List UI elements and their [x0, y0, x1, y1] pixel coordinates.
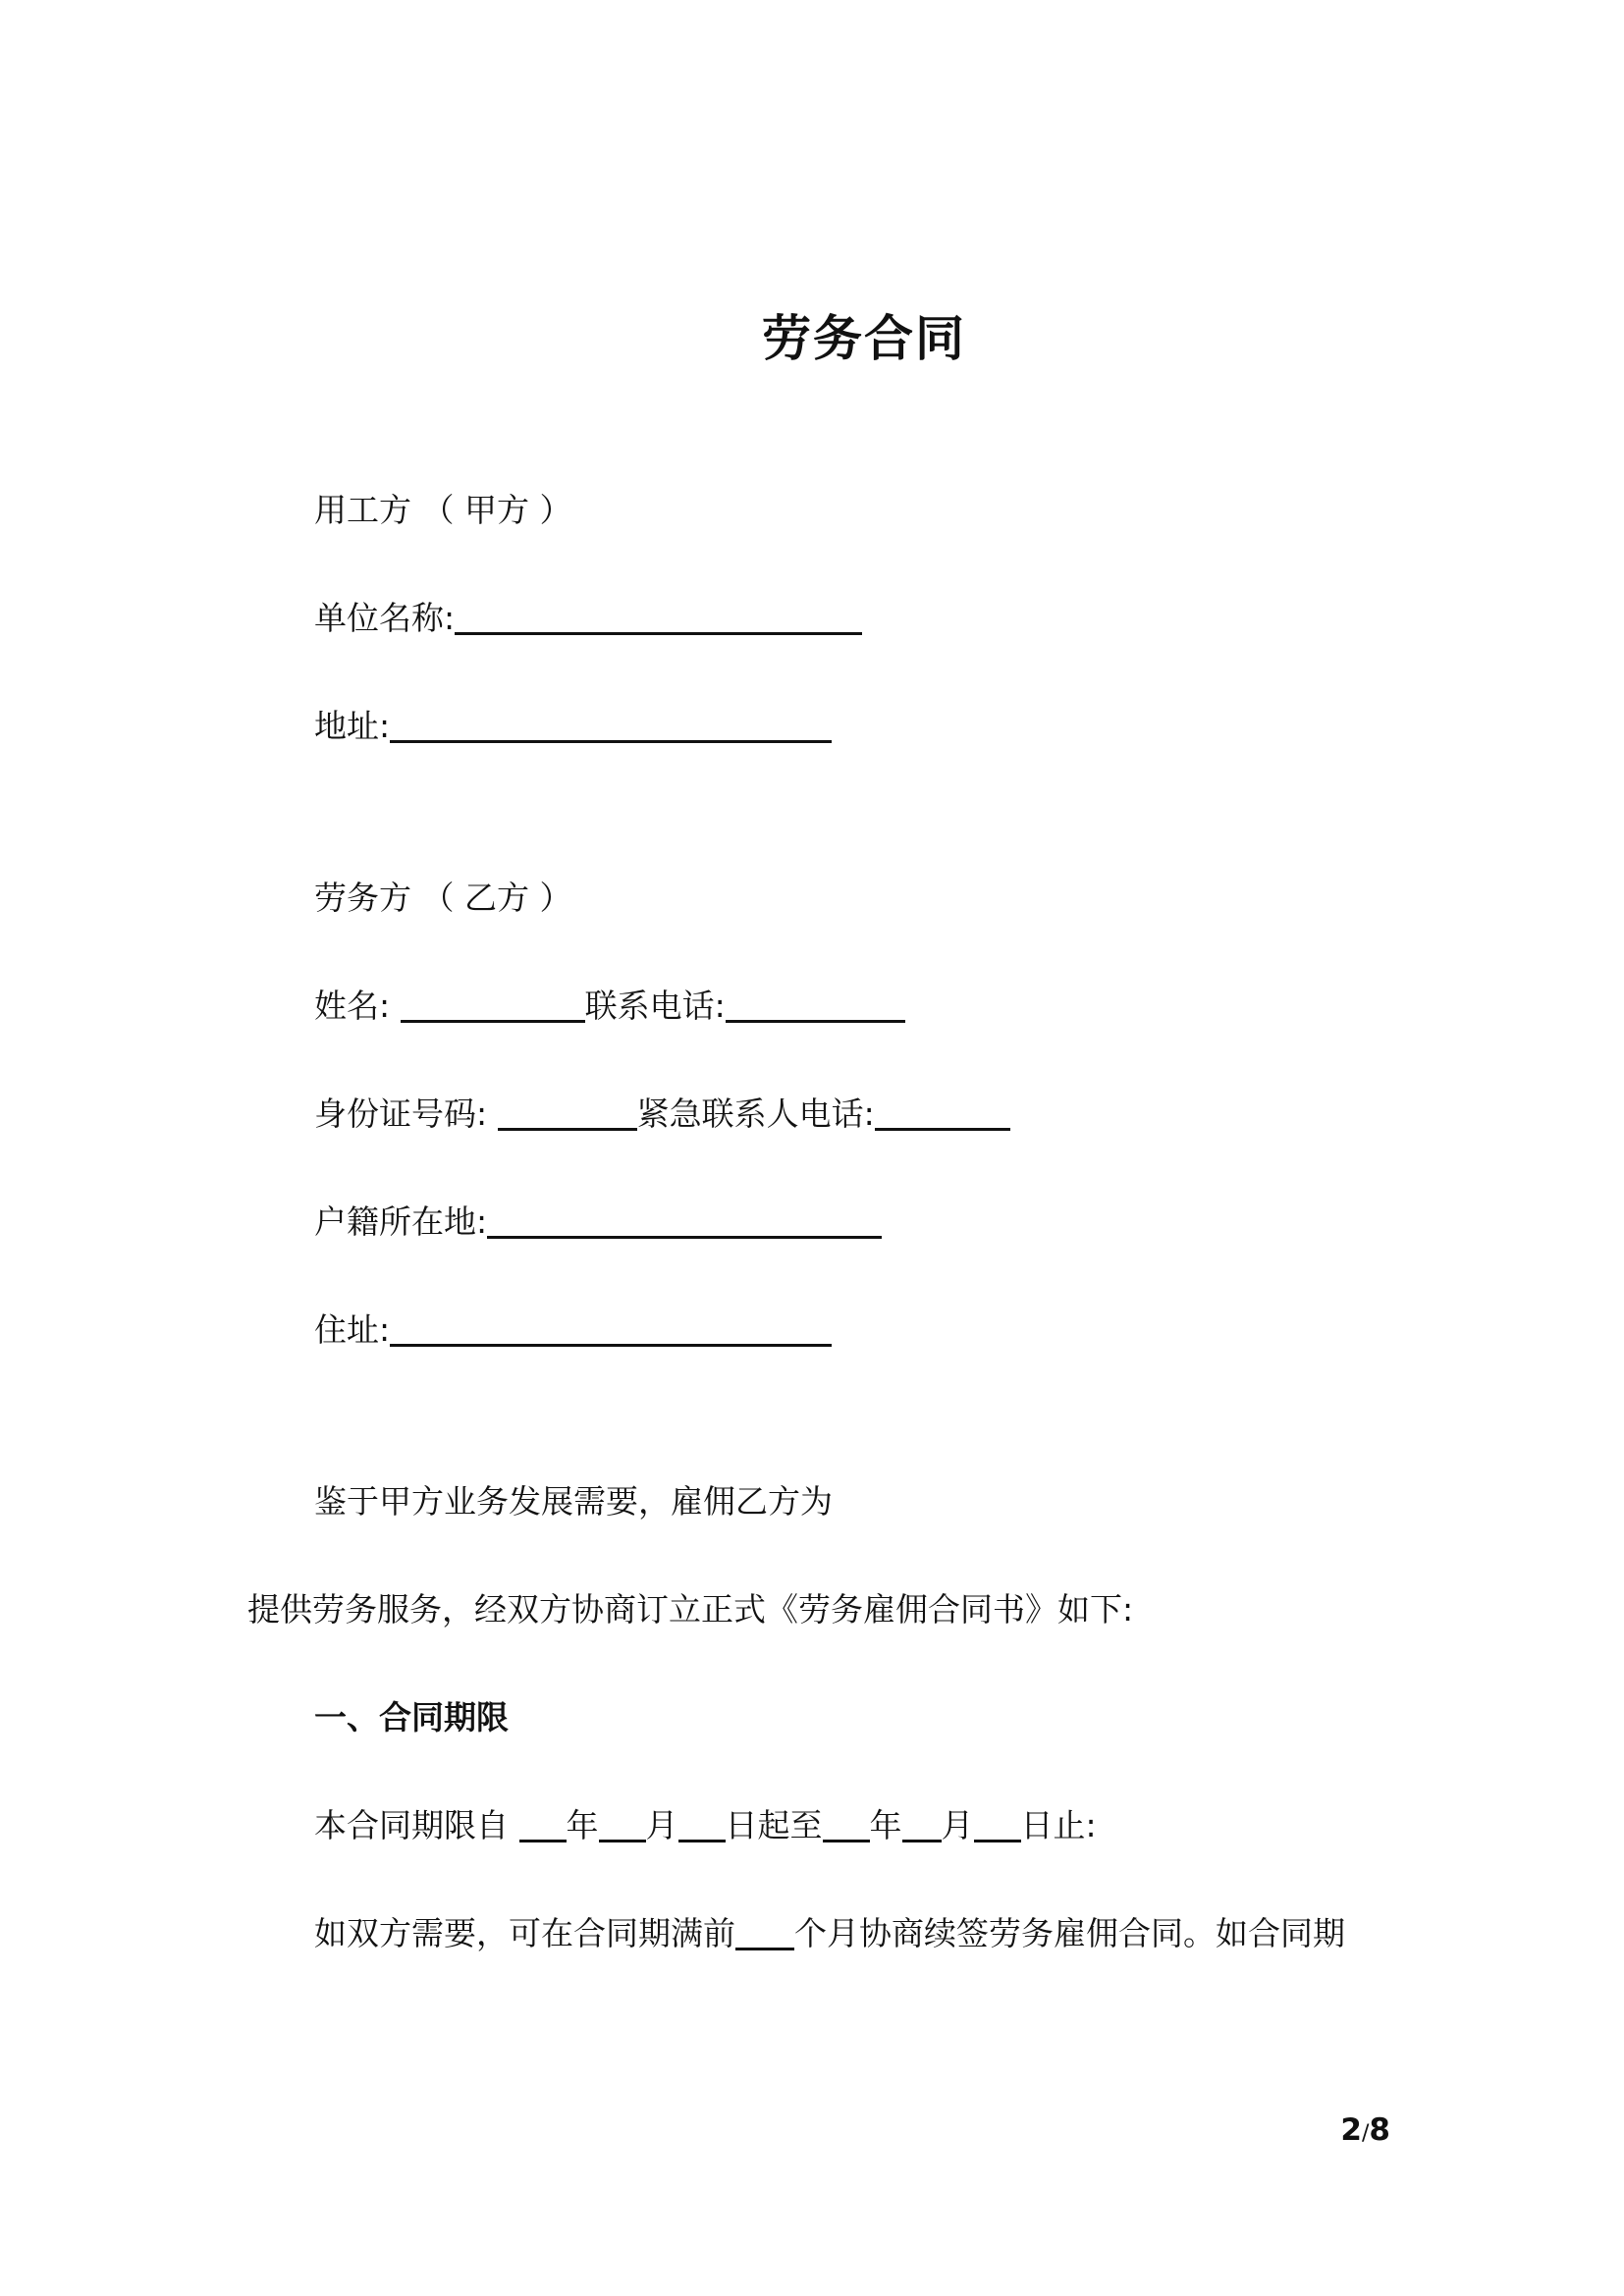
page-current: 2	[1340, 2112, 1362, 2148]
hukou-blank	[487, 1206, 882, 1239]
intro-line-1: 鉴于甲方业务发展需要，雇佣乙方为	[314, 1482, 833, 1521]
renewal-months-blank	[735, 1918, 794, 1950]
end-day-label: 日止:	[1020, 1806, 1097, 1844]
end-year-label: 年	[869, 1806, 902, 1844]
start-year-blank	[519, 1810, 567, 1842]
end-year-blank	[823, 1810, 870, 1842]
term-prefix: 本合同期限自	[314, 1806, 519, 1844]
hukou-label: 户籍所在地:	[314, 1202, 488, 1241]
start-day-blank	[678, 1810, 726, 1842]
intro-line-2: 提供劳务服务，经双方协商订立正式《劳务雇佣合同书》如下:	[247, 1590, 1134, 1629]
unit-name-field	[314, 599, 862, 638]
section-1-heading: 一、合同期限	[314, 1698, 509, 1736]
party-b-heading: 劳务方 （ 乙方 ）	[314, 879, 572, 917]
address-label: 地址:	[314, 707, 391, 745]
start-month-label: 月	[645, 1806, 678, 1844]
end-month-label: 月	[941, 1806, 974, 1844]
renewal-line	[314, 1914, 1345, 1953]
id-emergency-field	[314, 1095, 1010, 1134]
id-blank	[498, 1098, 637, 1131]
phone-label: 联系电话:	[584, 987, 726, 1025]
start-month-blank	[599, 1810, 646, 1842]
start-day-label: 日起至	[725, 1806, 823, 1844]
residence-label: 住址:	[314, 1310, 391, 1349]
residence-blank	[390, 1314, 832, 1347]
name-phone-field	[314, 987, 905, 1026]
emergency-phone-blank	[875, 1098, 1010, 1131]
renewal-suffix: 个月协商续签劳务雇佣合同。如合同期	[794, 1914, 1345, 1952]
end-day-blank	[974, 1810, 1021, 1842]
start-year-label: 年	[566, 1806, 599, 1844]
emergency-phone-label: 紧急联系人电话:	[636, 1095, 875, 1133]
document-title: 劳务合同	[762, 310, 966, 367]
page-total: 8	[1369, 2112, 1390, 2148]
address-field	[314, 707, 832, 746]
id-label: 身份证号码:	[314, 1095, 498, 1133]
residence-field	[314, 1310, 832, 1350]
unit-name-label: 单位名称:	[314, 599, 456, 637]
page-separator: /	[1362, 2121, 1370, 2146]
page-number	[1326, 2110, 1390, 2154]
address-blank	[390, 711, 832, 743]
hukou-field	[314, 1202, 882, 1242]
contract-term-line	[314, 1806, 1097, 1845]
name-label: 姓名:	[314, 987, 401, 1025]
phone-blank	[726, 990, 905, 1023]
party-a-heading: 用工方 （ 甲方 ）	[314, 491, 572, 529]
unit-name-blank	[455, 603, 862, 635]
renewal-prefix: 如双方需要，可在合同期满前	[314, 1914, 735, 1952]
end-month-blank	[902, 1810, 942, 1842]
name-blank	[401, 990, 585, 1023]
